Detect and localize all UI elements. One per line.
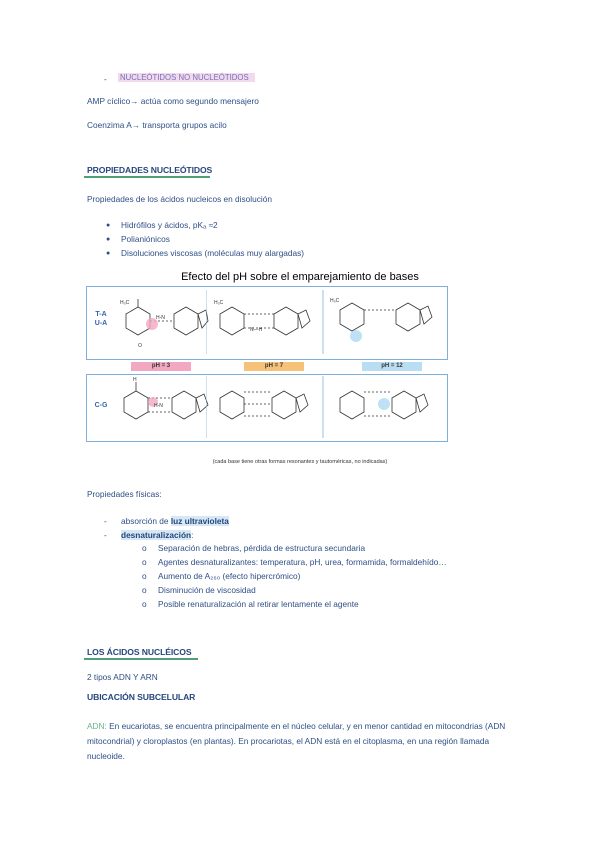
ph-figure <box>86 286 448 446</box>
bullet-dot: ● <box>106 236 111 243</box>
item1-text: absorción de <box>121 516 171 526</box>
nucleotidos-no-label: NUCLEÓTIDOS NO NUCLEÓTIDOS <box>118 73 255 82</box>
ta-ph3-structure <box>116 290 210 354</box>
ta-ph12-structure <box>326 290 444 354</box>
sub-bullet: o <box>142 543 147 553</box>
row1-label <box>88 310 114 328</box>
ph3-label: pH = 3 <box>131 362 191 371</box>
ph12-label: pH = 12 <box>362 362 422 371</box>
adn-label: ADN: <box>87 721 107 731</box>
heading-underline <box>84 176 210 178</box>
svg-text:H-N: H-N <box>156 315 165 321</box>
tipos-line: 2 tipos ADN Y ARN <box>87 672 158 682</box>
propiedades-heading: PROPIEDADES NUCLEÓTIDOS <box>87 165 213 175</box>
ua-label: U-A <box>94 320 108 327</box>
bullet-dot: ● <box>106 222 111 229</box>
sub-item-3: Aumento de A₂₆₀ (efecto hipercrómico) <box>158 571 301 581</box>
coa-line: Coenzima A→ transporta grupos acilo <box>87 120 227 130</box>
sub-item-5: Posible renaturalización al retirar lentamente el agente <box>158 599 359 609</box>
dash-marker: - <box>104 516 107 526</box>
propiedades-intro: Propiedades de los ácidos nucleicos en disolución <box>87 194 272 204</box>
fisicas-item-1 <box>121 516 229 526</box>
amp-line: AMP cíclico→ actúa como segundo mensajero <box>87 96 259 106</box>
adn-text: En eucariotas, se encuentra principalmente en el núcleo celular, y en menor cantidad en mitocondrias (ADN mitocondrial) y cloroplastos (en plantas). En procariotas, el ADN está en el citoplasma, en una región llamada nucleoide. <box>87 721 506 761</box>
sub-bullet: o <box>142 557 147 567</box>
cg-ph12-structure <box>326 376 444 438</box>
sub-bullet: o <box>142 599 147 609</box>
acidos-heading: LOS ÁCIDOS NUCLÉICOS <box>87 647 192 657</box>
dash-marker: - <box>104 530 107 540</box>
luz-ultravioleta: luz ultravioleta <box>170 516 229 526</box>
ta-label: T-A <box>95 311 107 318</box>
prop-bullet-1: Hidrófilos y ácidos, pKₐ ≈2 <box>121 220 218 230</box>
bullet-dot: ● <box>106 250 111 257</box>
svg-text:H-N: H-N <box>154 403 163 409</box>
cg-label: C-G <box>94 402 108 409</box>
figure-caption: (cada base tiene otras formas resonantes y tautoméricas, no indicadas) <box>212 459 388 465</box>
cg-ph3-structure <box>116 376 210 438</box>
colon: : <box>191 530 194 540</box>
svg-text:H₃C: H₃C <box>214 300 224 306</box>
sub-item-1: Separación de hebras, pérdida de estructura secundaria <box>158 543 366 553</box>
ph7-label: pH = 7 <box>244 362 304 371</box>
prop-bullet-3: Disoluciones viscosas (moléculas muy alargadas) <box>121 248 305 258</box>
fisicas-item-2 <box>121 530 193 540</box>
svg-text:N—H: N—H <box>250 327 263 333</box>
figure-title: Efecto del pH sobre el emparejamiento de bases <box>181 271 419 283</box>
adn-paragraph <box>87 719 517 764</box>
prop-bullet-2: Polianiónicos <box>121 234 170 244</box>
heading-underline <box>84 658 198 660</box>
sub-item-2: Agentes desnaturalizantes: temperatura, pH, urea, formamida, formaldehído… <box>158 557 447 567</box>
svg-text:H₃C: H₃C <box>330 298 340 304</box>
desnaturalizacion: desnaturalización <box>121 530 192 540</box>
svg-text:H₃C: H₃C <box>120 300 130 306</box>
sub-item-4: Disminución de viscosidad <box>158 585 256 595</box>
sub-bullet: o <box>142 571 147 581</box>
dash-marker: - <box>104 74 107 84</box>
ubicacion-heading: UBICACIÓN SUBCELULAR <box>87 692 196 702</box>
fisicas-heading: Propiedades físicas: <box>87 489 162 499</box>
sub-bullet: o <box>142 585 147 595</box>
cg-ph7-structure <box>206 376 324 438</box>
svg-text:H: H <box>133 377 137 383</box>
ta-ph7-structure <box>206 290 324 354</box>
svg-text:O: O <box>138 343 142 349</box>
